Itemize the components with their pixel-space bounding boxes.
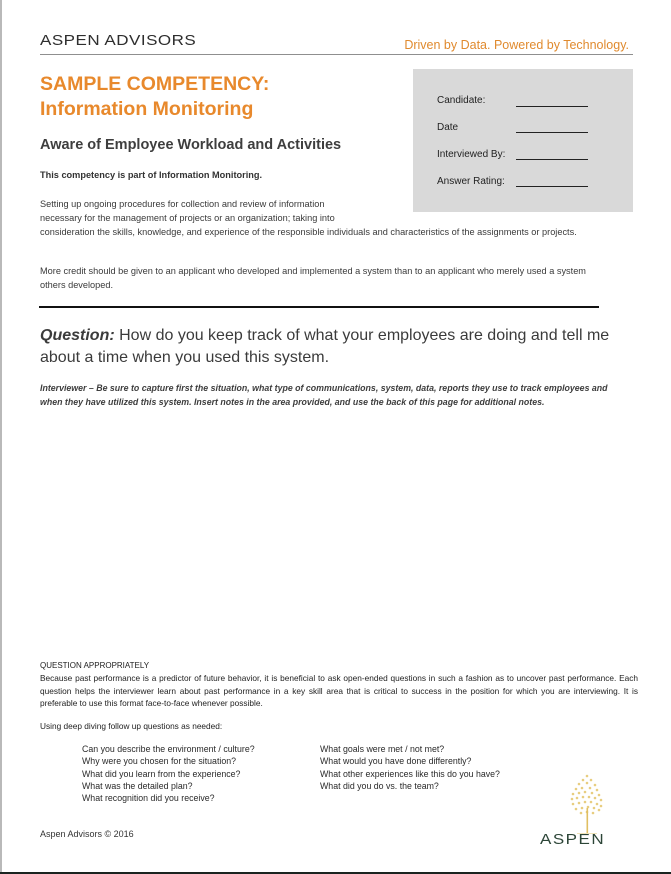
header-divider xyxy=(40,54,633,55)
section-divider xyxy=(39,306,599,308)
logo-wordmark: ASPEN xyxy=(540,831,606,848)
followup-item: What recognition did you receive? xyxy=(82,793,215,804)
question-label: Question: xyxy=(40,327,115,344)
candidate-field[interactable] xyxy=(516,106,588,107)
question-text: How do you keep track of what your employees are doing and tell me about a time when you used this system. xyxy=(40,327,610,366)
description-rest: consideration the skills, knowledge, and experience of the responsible individuals and characteristics of the assignments or projects. xyxy=(40,227,577,237)
followup-item: What was the detailed plan? xyxy=(82,780,193,791)
title-line-2: Information Monitoring xyxy=(40,98,254,120)
followup-item: Why were you chosen for the situation? xyxy=(82,756,237,767)
followup-item: What did you learn from the experience? xyxy=(82,768,241,779)
interview-question xyxy=(40,325,620,369)
copyright: Aspen Advisors © 2016 xyxy=(40,829,134,839)
interviewed-by-field[interactable] xyxy=(516,159,588,160)
description-line-2: necessary for the management of projects or an organization; taking into xyxy=(40,213,335,223)
followup-list-right xyxy=(320,743,500,792)
page-left-edge xyxy=(0,0,2,874)
followup-list-left xyxy=(82,743,255,804)
title-line-1: SAMPLE COMPETENCY: xyxy=(40,73,270,95)
deep-dive-intro: Using deep diving follow up questions as needed: xyxy=(40,721,223,731)
answer-rating-field[interactable] xyxy=(516,186,588,187)
guidance-heading: QUESTION APPROPRIATELY xyxy=(40,661,150,670)
followup-item: Can you describe the environment / culture? xyxy=(82,744,255,754)
date-field[interactable] xyxy=(516,132,588,133)
followup-item: What would you have done differently? xyxy=(320,756,472,767)
date-label: Date xyxy=(437,122,459,133)
credit-note: More credit should be given to an applicant who developed and implemented a system than to an applicant who merely used a system others developed. xyxy=(40,266,586,290)
competency-part-of: This competency is part of Information Monitoring. xyxy=(40,170,263,180)
followup-item: What did you do vs. the team? xyxy=(320,780,439,791)
tagline: Driven by Data. Powered by Technology. xyxy=(404,38,629,52)
candidate-label: Candidate: xyxy=(437,95,486,106)
interviewed-by-label: Interviewed By: xyxy=(437,149,506,160)
page-title xyxy=(40,72,269,122)
followup-item: What goals were met / not met? xyxy=(320,744,445,754)
description-line-1: Setting up ongoing procedures for collection and review of information xyxy=(40,199,325,209)
brand-wordmark: ASPEN ADVISORS xyxy=(40,32,197,49)
followup-item: What other experiences like this do you have? xyxy=(320,768,500,779)
competency-description xyxy=(40,197,600,239)
answer-rating-label: Answer Rating: xyxy=(437,176,505,187)
competency-subtitle: Aware of Employee Workload and Activities xyxy=(40,137,342,153)
interviewer-note: Interviewer – Be sure to capture first the situation, what type of communications, system, data, reports they use to track employees and when they have utilized this system. Insert notes in the area provided, and use the back of this page for additional notes. xyxy=(40,383,608,407)
guidance-body: Because past performance is a predictor of future behavior, it is beneficial to ask open-ended questions in such a fashion as to uncover past performance. Each question helps the interviewer learn about past performance in a key skill area that is critical to success in the position for which you are interviewing. It is preferable to use this format face-to-face whenever possible. xyxy=(40,673,638,708)
candidate-info-box xyxy=(413,69,633,212)
